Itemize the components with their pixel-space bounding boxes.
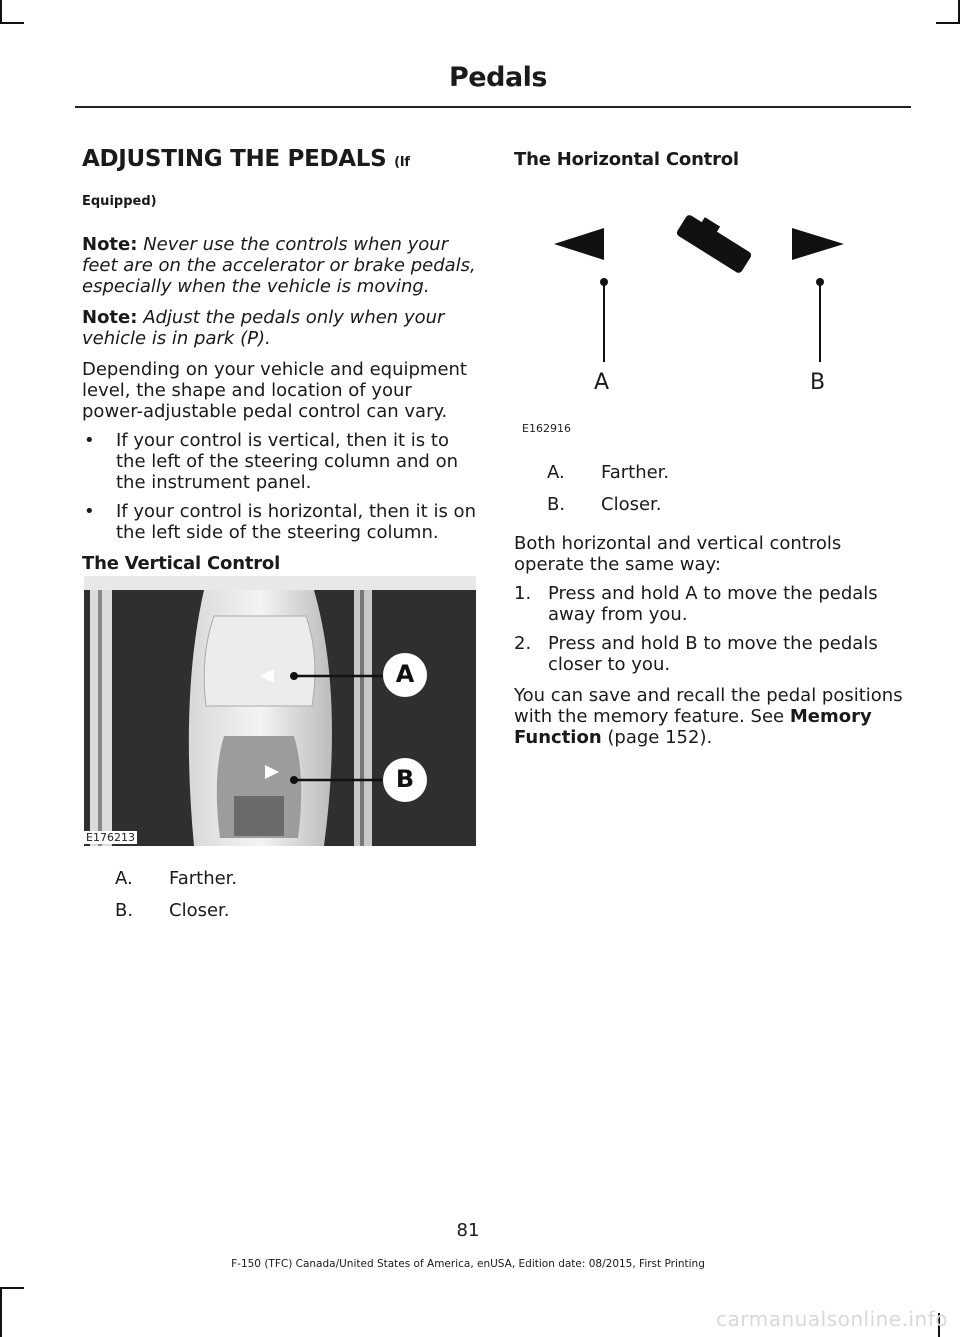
edition-line: F-150 (TFC) Canada/United States of America, enUSA, Edition date: 08/2015, First Printing (231, 1258, 705, 1270)
legend-item (547, 494, 909, 515)
left-column (82, 145, 477, 574)
list-item (514, 583, 909, 625)
arrow-left-icon (554, 228, 604, 260)
vertical-control-illustration (84, 576, 476, 846)
operate-paragraph: Both horizontal and vertical controls operate the same way: (514, 533, 842, 575)
horizontal-legend (547, 462, 909, 515)
page-title: Pedals (449, 62, 547, 93)
legend-key: B. (115, 900, 134, 921)
legend-text: Farther. (601, 462, 670, 483)
step-number: 2. (514, 633, 532, 654)
section-heading-text: ADJUSTING THE PEDALS (82, 146, 387, 172)
section-heading-cont: Equipped) (82, 194, 157, 209)
list-item: • If your control is horizontal, then it is on the left side of the steering column. (84, 501, 476, 543)
bullet-text: If your control is horizontal, then it is on the left side of the steering column. (116, 501, 476, 543)
note-2 (82, 307, 477, 349)
legend-item (115, 868, 510, 889)
legend-text: Farther. (169, 868, 238, 889)
horizontal-control-illustration (514, 200, 909, 445)
vertical-control-figure (84, 576, 476, 846)
horizontal-body (514, 462, 909, 748)
figure-code: E176213 (86, 831, 135, 844)
page-number: 81 (456, 1220, 480, 1241)
crop-mark (0, 1287, 24, 1289)
steps-list (514, 583, 909, 675)
step-text: Press and hold B to move the pedals closer to you. (548, 633, 878, 675)
list-item (514, 633, 909, 675)
list-item: • If your control is vertical, then it is to the left of the steering column and on the instrument panel. (84, 430, 458, 493)
memory-paragraph (514, 685, 909, 748)
legend-text: Closer. (601, 494, 662, 515)
memory-page-ref: (page 152). (607, 727, 713, 748)
bullet-text: If your control is vertical, then it is to the left of the steering column and on the instrument panel. (116, 430, 458, 493)
arrow-right-icon (792, 228, 844, 260)
section-heading (82, 145, 477, 177)
note-label: Note: (82, 234, 138, 255)
legend-text: Closer. (169, 900, 230, 921)
step-number: 1. (514, 583, 532, 604)
vertical-legend (115, 868, 510, 932)
crop-mark (936, 22, 960, 24)
legend-item (115, 900, 510, 921)
intro-paragraph: Depending on your vehicle and equipment level, the shape and location of your power-adjustable pedal control can vary. (82, 359, 467, 422)
note-1 (82, 234, 477, 297)
crop-mark (0, 0, 2, 24)
note-text: Adjust the pedals only when your vehicle is in park (P). (82, 307, 445, 349)
crop-mark (0, 1287, 2, 1337)
legend-key: A. (115, 868, 133, 889)
label-b: B (810, 370, 826, 395)
callout-b: B (395, 765, 415, 793)
horizontal-heading: The Horizontal Control (514, 149, 739, 170)
section-heading-suffix: (If (394, 155, 410, 170)
callout-a: A (395, 660, 415, 688)
note-text: Never use the controls when your feet are on the accelerator or brake pedals, especially when the vehicle is moving. (82, 234, 476, 297)
bullet-list (82, 430, 477, 543)
switch-icon (675, 209, 755, 275)
label-a: A (594, 370, 610, 395)
right-column (514, 145, 909, 170)
header-divider (75, 106, 911, 108)
note-label: Note: (82, 307, 138, 328)
legend-key: B. (547, 494, 566, 515)
memory-text: You can save and recall the pedal positions with the memory feature. See (514, 685, 903, 727)
vertical-heading: The Vertical Control (82, 553, 281, 574)
figure-code: E162916 (522, 422, 571, 435)
crop-mark (0, 22, 24, 24)
watermark: carmanualsonline.info (716, 1307, 948, 1331)
legend-key: A. (547, 462, 565, 483)
horizontal-control-figure (514, 200, 909, 445)
memory-function-link[interactable]: Memory Function (514, 706, 872, 748)
step-text: Press and hold A to move the pedals away from you. (548, 583, 878, 625)
legend-item (547, 462, 909, 483)
